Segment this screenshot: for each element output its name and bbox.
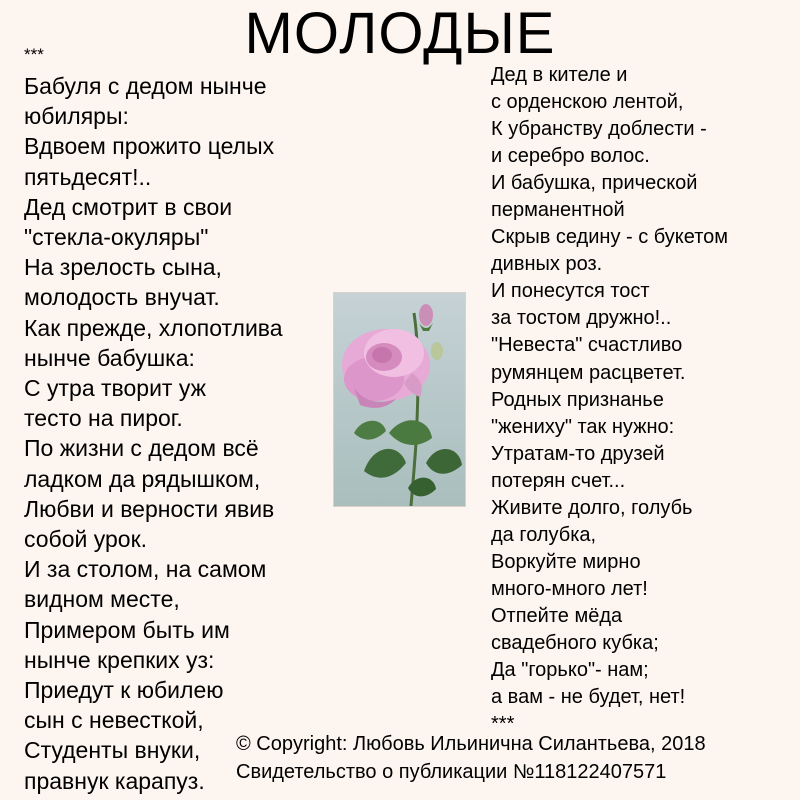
poem-line: видном месте, (24, 586, 180, 613)
poem-line: "Невеста" счастливо (491, 334, 683, 357)
poem-line: да голубка, (491, 523, 597, 546)
poem-line: Бабуля с дедом нынче (24, 73, 267, 99)
poem-line: румянцем расцветет. (491, 361, 686, 384)
poem-line: молодость внучат. (24, 284, 220, 311)
poem-line: С утра творит уж (24, 375, 207, 402)
poem-line: перманентной (491, 199, 625, 222)
poem-line: а вам - не будет, нет! (491, 686, 686, 709)
poem-line: нынче бабушка: (24, 344, 195, 371)
poem-line: потерян счет... (491, 469, 626, 492)
poem-line: Живите долго, голубь (491, 496, 693, 519)
poem-line: пятьдесят!.. (24, 163, 152, 190)
copyright-text: © Copyright: Любовь Ильинична Силантьева, 2018 (236, 733, 706, 755)
stanza-stars: *** (491, 713, 515, 736)
poem-line: Студенты внуки, (24, 737, 201, 764)
poem-line: Вдвоем прожито целых (24, 133, 275, 160)
poem-line: много-много лет! (491, 577, 648, 600)
poem-line: сын с невесткой, (24, 707, 204, 734)
poem-line: По жизни с дедом всё (24, 435, 259, 462)
poem-line: Отпейте мёда (491, 604, 623, 627)
poem-line: Утратам-то друзей (491, 442, 665, 465)
poem-line: дивных роз. (491, 253, 603, 276)
poem-line: Скрыв седину - с букетом (491, 226, 729, 249)
poem-line: Дед смотрит в свои (24, 193, 233, 220)
poem-line: Воркуйте мирно (491, 550, 641, 573)
poem-line: И за столом, на самом (24, 556, 267, 583)
poem-line: И понесутся тост (491, 280, 650, 303)
poem-line: тесто на пирог. (24, 405, 183, 432)
poem-line: и серебро волос. (491, 145, 650, 168)
poem-line: К убранству доблести - (491, 118, 707, 141)
rose-image (333, 292, 466, 507)
poem-line: правнук карапуз. (24, 767, 205, 794)
poem-right-column (491, 62, 796, 738)
poem-line: "жениху" так нужно: (491, 415, 675, 438)
poem-line: за тостом дружно!.. (491, 307, 672, 330)
poem-line: Да "горько"- нам; (491, 659, 649, 682)
poem-line: Любви и верности явив (24, 495, 275, 522)
poem-title: МОЛОДЫЕ (244, 1, 556, 66)
poem-line: Как прежде, хлопотлива (24, 314, 283, 341)
stanza-stars: *** (24, 45, 44, 64)
poem-line: Примером быть им (24, 616, 230, 643)
poem-line: собой урок. (24, 526, 148, 553)
poem-line: И бабушка, прической (491, 172, 698, 195)
poem-line: Родных признанье (491, 388, 664, 411)
poem-line: Дед в кителе и (491, 64, 628, 86)
poem-line: ладком да рядышком, (24, 465, 261, 492)
publication-certificate: Свидетельство о публикации №118122407571 (236, 761, 667, 783)
poem-line: с орденскою лентой, (491, 91, 684, 114)
poem-line: Приедут к юбилею (24, 677, 224, 704)
poem-line: "стекла-окуляры" (24, 224, 209, 251)
poem-line: юбиляры: (24, 103, 129, 130)
poem-line: свадебного кубка; (491, 631, 659, 654)
poem-line: нынче крепких уз: (24, 646, 215, 673)
rose-illustration (334, 293, 465, 506)
poem-line: На зрелость сына, (24, 254, 222, 281)
poem-left-column (24, 44, 334, 796)
